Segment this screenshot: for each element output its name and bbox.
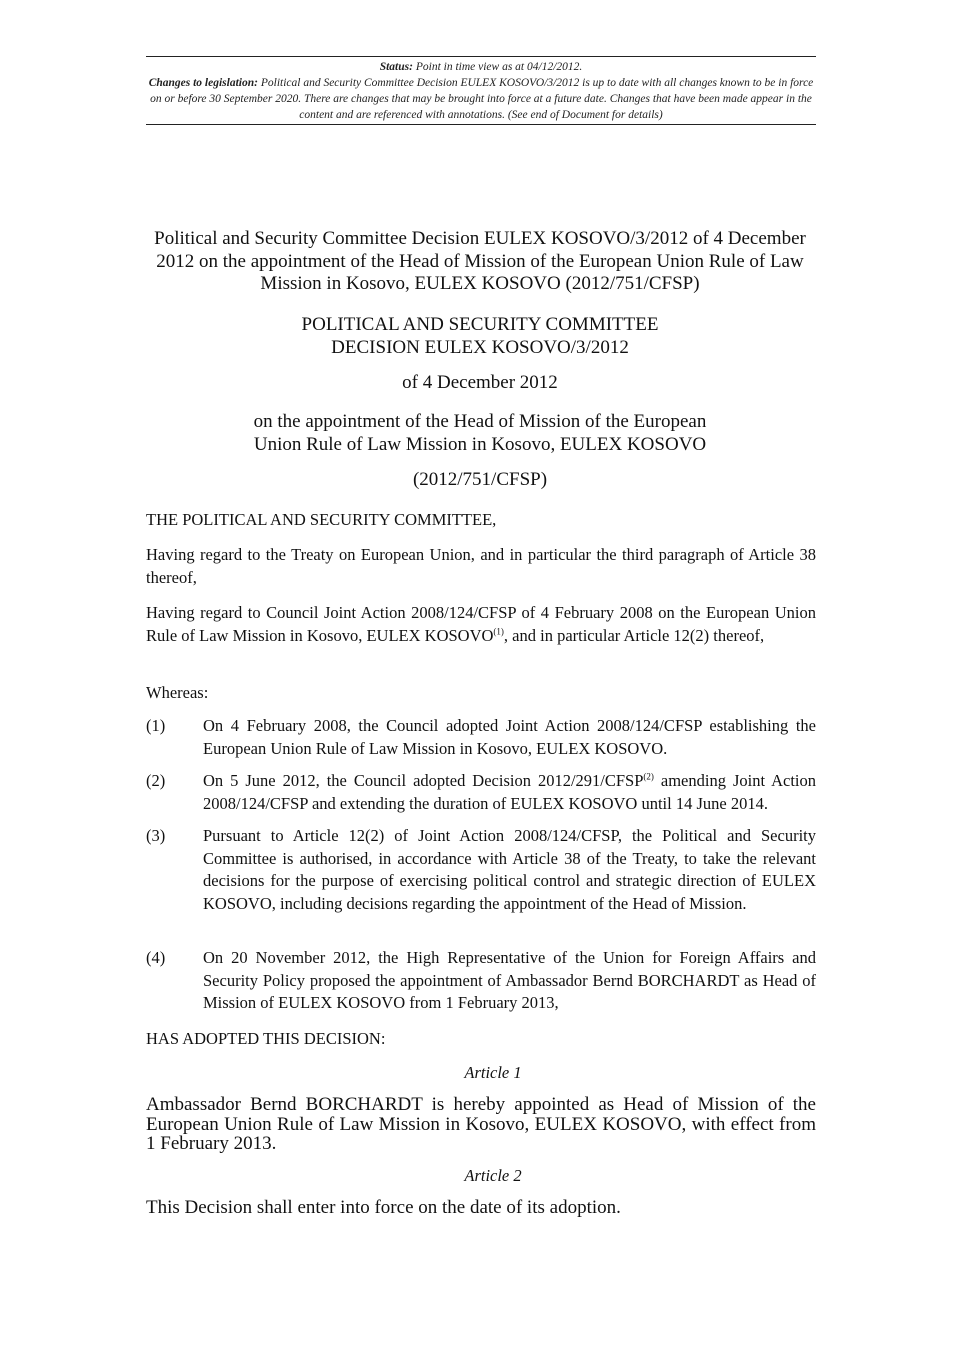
recital-number: (4) bbox=[146, 948, 166, 967]
footnote-ref-1[interactable]: (1) bbox=[493, 626, 504, 636]
joint-action-text-end: , and in particular Article 12(2) thereof, bbox=[503, 625, 765, 645]
article-body: This Decision shall enter into force on the date of its adoption. bbox=[146, 1197, 621, 1218]
joint-action-text: Having regard to Council Joint Action 2008/124/CFSP of 4 February 2008 on the European Union Rule of Law Mission in Kosovo, EULEX KOSOVO bbox=[146, 603, 816, 645]
recital-number: (1) bbox=[146, 716, 166, 735]
recital-text: On 4 February 2008, the Council adopted Joint Action 2008/124/CFSP establishing the European Union Rule of Law Mission in Kosovo, EULEX KOSOVO. bbox=[203, 716, 816, 758]
recital-text: Pursuant to Article 12(2) of Joint Action 2008/124/CFSP, the Political and Security Committee is authorised, in accordance with Article 38 of the Treaty, to take the relevant decisions for the purpose of exercising political control and strategic direction of EULEX KOSOVO, including decisions regarding the appointment of the Head of Mission. bbox=[203, 826, 816, 913]
document-subject bbox=[146, 411, 814, 456]
short-title-line-1: POLITICAL AND SECURITY COMMITTEE bbox=[301, 314, 659, 335]
recital-text-start: On 5 June 2012, the Council adopted Decision 2012/291/CFSP bbox=[203, 771, 644, 790]
adoption-statement: HAS ADOPTED THIS DECISION: bbox=[146, 1029, 386, 1048]
recital-text: On 20 November 2012, the High Representative of the Union for Foreign Affairs and Security Policy proposed the appointment of Ambassador Bernd BORCHARDT as Head of Mission of EULEX KOSOVO from 1 February 2013, bbox=[203, 948, 816, 1012]
document-reference: (2012/751/CFSP) bbox=[412, 469, 548, 490]
footnote-ref-2[interactable]: (2) bbox=[643, 771, 654, 782]
article-heading: Article 1 bbox=[464, 1063, 522, 1082]
short-title-line-2: DECISION EULEX KOSOVO/3/2012 bbox=[331, 336, 629, 358]
status-text: Point in time view as at 04/12/2012. bbox=[412, 61, 583, 73]
recital-number: (3) bbox=[146, 826, 166, 845]
whereas-label: Whereas: bbox=[146, 683, 209, 702]
recital-text-end: amending Joint Action 2008/124/CFSP and extending the duration of EULEX KOSOVO until 14 June 2014. bbox=[203, 771, 817, 813]
recital-number: (2) bbox=[146, 771, 166, 790]
subject-line-1: on the appointment of the Head of Mission of the European bbox=[253, 411, 707, 432]
document-date: of 4 December 2012 bbox=[402, 372, 558, 393]
subject-line-2: Union Rule of Law Mission in Kosovo, EULEX KOSOVO bbox=[253, 433, 707, 455]
document-long-title: Political and Security Committee Decision EULEX KOSOVO/3/2012 of 4 December 2012 on the appointment of the Head of Mission of the European Union Rule of Law Mission in Kosovo, EULEX KOSOVO (2012/751/CFSP) bbox=[154, 228, 806, 294]
preamble-joint-action bbox=[146, 602, 816, 647]
changes-note bbox=[146, 75, 816, 123]
status-label: Status: bbox=[379, 61, 413, 73]
status-banner bbox=[146, 56, 816, 125]
document-short-title bbox=[146, 314, 814, 359]
article-heading: Article 2 bbox=[464, 1166, 522, 1185]
recital-text bbox=[203, 770, 816, 815]
status-line bbox=[146, 59, 816, 75]
preamble-intro: THE POLITICAL AND SECURITY COMMITTEE, bbox=[146, 510, 497, 529]
changes-label: Changes to legislation: bbox=[148, 77, 258, 89]
preamble-treaty: Having regard to the Treaty on European Union, and in particular the third paragraph of Article 38 thereof, bbox=[146, 545, 816, 587]
article-body: Ambassador Bernd BORCHARDT is hereby appointed as Head of Mission of the European Union Rule of Law Mission in Kosovo, EULEX KOSOVO, with effect from 1 February 2013. bbox=[146, 1094, 816, 1154]
changes-text: Political and Security Committee Decision EULEX KOSOVO/3/2012 is up to date with all changes known to be in force on or before 30 September 2020. There are changes that may be brought into force at a future date. Changes that have been made appear in the content and are referenced with annotations. (See end of Document for details) bbox=[150, 77, 814, 121]
